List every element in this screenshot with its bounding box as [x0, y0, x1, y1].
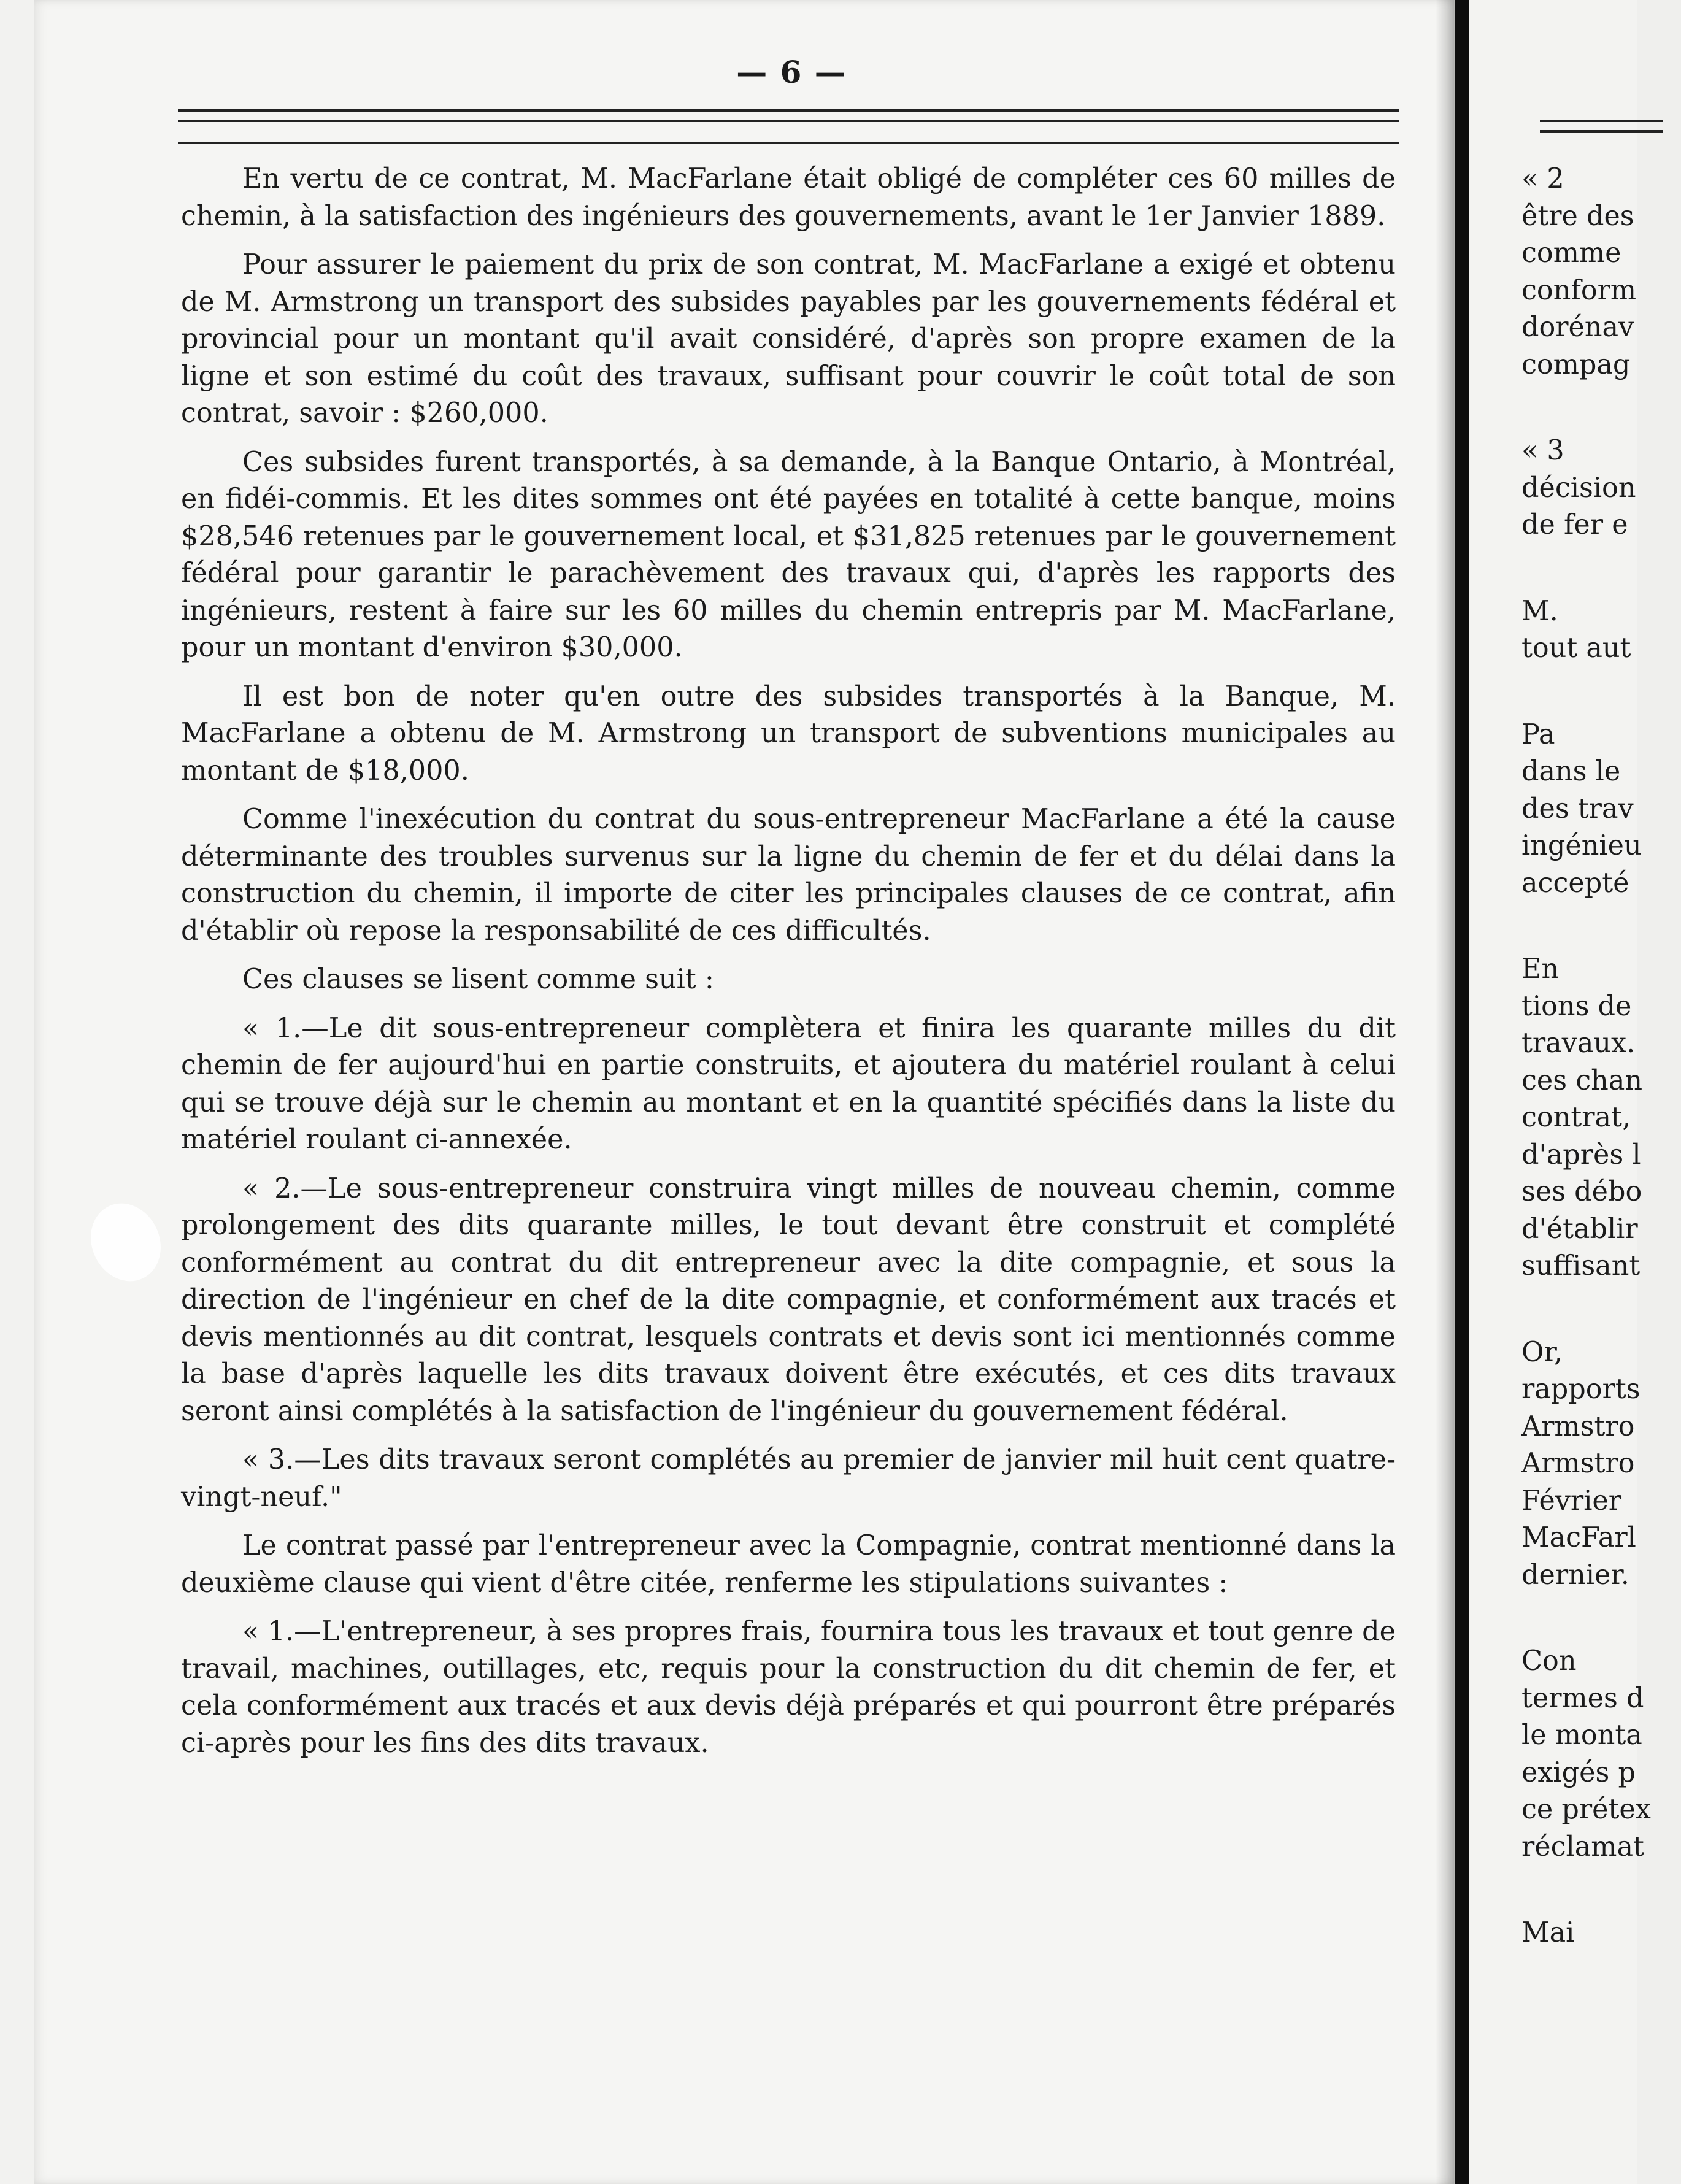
text-fragment: de fer e — [1521, 509, 1628, 540]
line-gap — [1521, 1866, 1681, 1915]
text-fragment: MacFarl — [1521, 1522, 1636, 1553]
text-fragment: En — [1521, 953, 1560, 985]
right-header-rule-thin — [1540, 120, 1663, 122]
paragraph: Ces subsides furent transportés, à sa demande, à la Banque Ontario, à Montréal, en fidéi-commis. Et les dites sommes ont été payées en totalité à cette banque, moins $28,546 retenues par le gouvernement local, et $31,825 retenues par le gouvernement fédéral pour garantir le parachèvement des travaux qui, d'après les rapports des ingénieurs, restent à faire sur les 60 milles du chemin entrepris par M. MacFarlane, pour un montant d'environ $30,000. — [181, 446, 1396, 663]
text-fragment: Or, — [1521, 1336, 1563, 1368]
text-fragment: d'après l — [1521, 1139, 1641, 1171]
paragraph: En vertu de ce contrat, M. MacFarlane était obligé de compléter ces 60 milles de chemin, à la satisfaction des ingénieurs des gouvernements, avant le 1er Janvier 1889. — [181, 163, 1396, 232]
text-fragment: d'établir — [1521, 1213, 1638, 1245]
text-fragment: tout aut — [1521, 633, 1631, 664]
text-fragment: ce prétex — [1521, 1794, 1651, 1825]
text-fragment: Février — [1521, 1485, 1622, 1517]
quoted-clause: « 2.—Le sous-entrepreneur construira vingt milles de nouveau chemin, comme prolongement des dits quarante milles, le tout devant être construit et complété conformément au contrat du dit entrepreneur avec la dite compagnie, et sous la direction de l'ingénieur en chef de la dite compagnie, et conformément aux tracés et devis mentionnés au dit contrat, lesquels contrats et devis sont ici mentionnés comme la base d'après laquelle les dits travaux doivent être exécutés, et ces dits travaux seront ainsi complétés à la satisfaction de l'ingénieur du gouvernement fédéral. — [181, 1172, 1396, 1427]
page-number: — 6 — — [736, 54, 847, 90]
book-gutter — [1455, 0, 1469, 2184]
paragraph: Ces clauses se lisent comme suit : — [242, 964, 714, 995]
paragraph: Comme l'inexécution du contrat du sous-entrepreneur MacFarlane a été la cause déterminante des troubles survenus sur la ligne du chemin de fer et du délai dans la construction du chemin, il importe de citer les principales clauses de ce contrat, afin d'établir où repose la responsabilité de ces difficultés. — [181, 804, 1396, 947]
right-page-fragments — [1521, 161, 1681, 1952]
paragraph: Pour assurer le paiement du prix de son contrat, M. MacFarlane a exigé et obtenu de M. Armstrong un transport des subsides payables par les gouvernements fédéral et provincial pour un montant qu'il avait considéré, d'après son propre examen de la ligne et son estimé du coût des travaux, suffisant pour couvrir le coût total de son contrat, savoir : $260,000. — [181, 249, 1396, 429]
text-fragment: M. — [1521, 595, 1558, 627]
text-fragment: termes d — [1521, 1682, 1644, 1714]
quoted-clause: « 1.—Le dit sous-entrepreneur complètera et finira les quarante milles du dit chemin de fer aujourd'hui en partie construits, et ajoutera du matériel roulant à celui qui se trouve déjà sur le chemin au montant et en la quantité spécifiés dans la liste du matériel roulant ci-annexée. — [181, 1012, 1396, 1155]
paragraph: Le contrat passé par l'entrepreneur avec la Compagnie, contrat mentionné dans la deuxième clause qui vient d'être citée, renferme les stipulations suivantes : — [181, 1530, 1396, 1599]
line-gap — [1521, 383, 1681, 433]
header-rule-bottom — [178, 142, 1399, 144]
left-margin — [0, 0, 34, 2184]
text-fragment: dernier. — [1521, 1559, 1629, 1591]
text-fragment: Con — [1521, 1645, 1577, 1677]
left-page-body — [181, 161, 1396, 1774]
text-fragment: conform — [1521, 274, 1637, 306]
text-fragment: dorénav — [1521, 312, 1634, 343]
text-fragment: travaux. — [1521, 1028, 1636, 1059]
header-rule-thick — [178, 109, 1399, 112]
text-fragment: décision — [1521, 472, 1636, 504]
header-rule-thin — [178, 120, 1399, 122]
quoted-clause: « 1.—L'entrepreneur, à ses propres frais, fournira tous les travaux et tout genre de travail, machines, outillages, etc, requis pour la construction du dit chemin de fer, et cela conformément aux tracés et aux devis déjà préparés et qui pourront être préparés ci-après pour les fins des dits travaux. — [181, 1616, 1396, 1759]
text-fragment: ses débo — [1521, 1176, 1642, 1207]
quoted-clause: « 3.—Les dits travaux seront complétés au premier de janvier mil huit cent quatre-vingt-neuf." — [181, 1444, 1396, 1513]
text-fragment: comme — [1521, 237, 1621, 269]
text-fragment: être des — [1521, 200, 1634, 232]
text-fragment: tions de — [1521, 990, 1632, 1022]
text-fragment: suffisant — [1521, 1250, 1641, 1282]
text-fragment: contrat, — [1521, 1102, 1631, 1133]
text-fragment: Armstro — [1521, 1410, 1635, 1442]
gutter-shadow — [1436, 0, 1455, 2184]
line-gap — [1521, 1285, 1681, 1334]
line-gap — [1521, 902, 1681, 951]
text-fragment: compag — [1521, 348, 1631, 380]
text-fragment: le monta — [1521, 1720, 1642, 1751]
text-fragment: dans le — [1521, 756, 1621, 787]
text-fragment: « 3 — [1521, 435, 1564, 466]
text-fragment: ces chan — [1521, 1064, 1643, 1096]
text-fragment: exigés p — [1521, 1756, 1636, 1788]
text-fragment: des trav — [1521, 793, 1634, 825]
right-header-rule-thick — [1540, 130, 1663, 133]
text-fragment: ingénieu — [1521, 830, 1642, 861]
line-gap — [1521, 1594, 1681, 1643]
text-fragment: Armstro — [1521, 1448, 1635, 1479]
text-fragment: accepté — [1521, 867, 1629, 899]
paragraph: Il est bon de noter qu'en outre des subsides transportés à la Banque, M. MacFarlane a obtenu de M. Armstrong un transport de subventions municipales au montant de $18,000. — [181, 680, 1396, 786]
text-fragment: Mai — [1521, 1917, 1575, 1948]
text-fragment: rapports — [1521, 1374, 1641, 1405]
line-gap — [1521, 544, 1681, 593]
text-fragment: réclamat — [1521, 1831, 1644, 1863]
line-gap — [1521, 667, 1681, 717]
text-fragment: « 2 — [1521, 163, 1564, 194]
text-fragment: Pa — [1521, 718, 1555, 750]
